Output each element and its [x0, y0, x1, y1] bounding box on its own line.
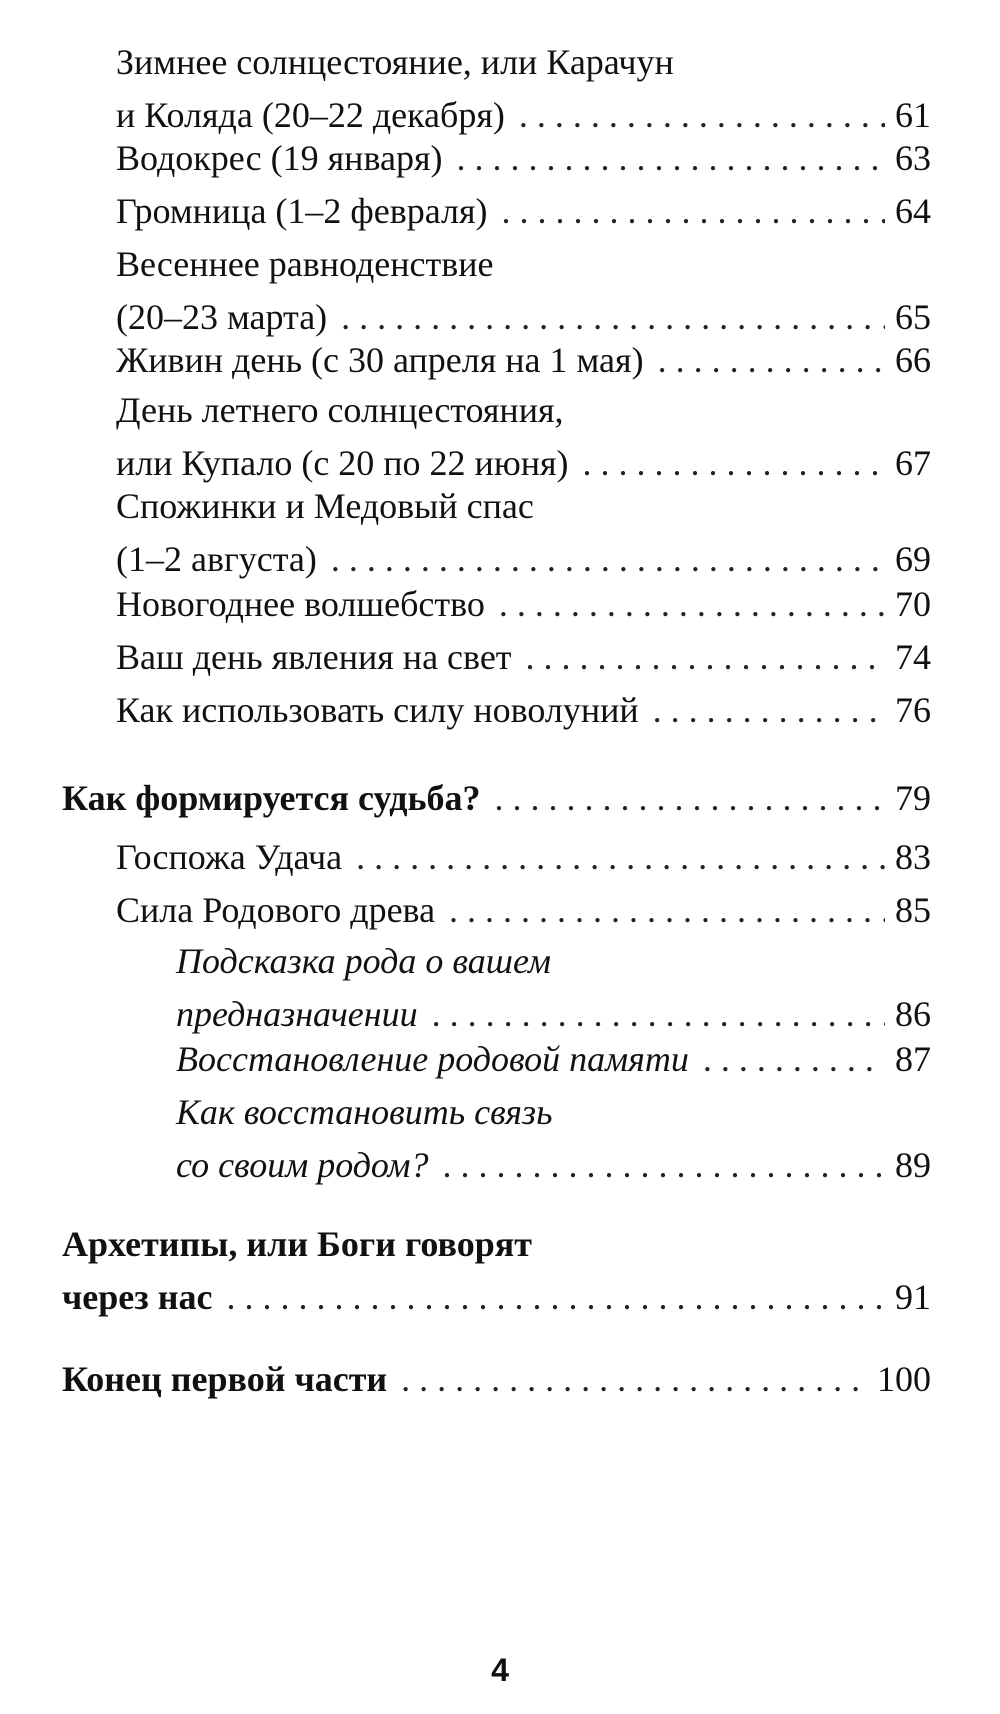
toc-section-title: Как формируется судьба? [62, 778, 481, 818]
toc-entry-page: 67 [895, 443, 931, 483]
dot-leader [457, 132, 886, 185]
toc-entry-page: 91 [895, 1277, 931, 1317]
toc-section[interactable] [62, 1353, 931, 1406]
toc-entry-line [116, 185, 931, 238]
toc-entry-title: Новогоднее волшебство [116, 584, 485, 624]
toc-entry-title: Громница (1–2 февраля) [116, 191, 488, 231]
toc-entry[interactable] [116, 334, 931, 387]
toc-subentry-title: со своим родом? [176, 1145, 429, 1185]
toc-entry-title: День летнего солнцестояния, [116, 390, 564, 430]
dot-leader [226, 1271, 885, 1324]
toc-entry-line [116, 132, 931, 185]
toc-entry-page: 85 [895, 890, 931, 930]
page-number: 4 [491, 1652, 509, 1688]
toc-entry-title: Госпожа Удача [116, 837, 343, 877]
toc-entry-line [62, 1353, 931, 1406]
toc-entry[interactable] [116, 578, 931, 631]
toc-entry-line [116, 384, 931, 437]
toc-entry-page: 64 [895, 191, 931, 231]
toc-entry-title: или Купало (с 20 по 22 июня) [116, 443, 569, 483]
toc-entry-page: 76 [895, 690, 931, 730]
toc-entry-line [116, 36, 931, 89]
toc-entry-page: 79 [895, 778, 931, 818]
toc-section-title: Архетипы, или Боги говорят [62, 1224, 532, 1264]
toc-entry-page: 86 [895, 994, 931, 1034]
dot-leader [401, 1353, 867, 1406]
toc-entry[interactable] [116, 831, 931, 884]
toc-entry-line [116, 238, 931, 291]
toc-entry-line [176, 935, 931, 988]
toc-entry-page: 74 [895, 637, 931, 677]
toc-subentry-title: Как восстановить связь [176, 1092, 553, 1132]
toc-entry-page: 70 [895, 584, 931, 624]
toc-entry-line [62, 1218, 931, 1271]
toc-entry-title: Зимнее солнцестояние, или Карачун [116, 42, 674, 82]
toc-entry-page: 61 [895, 95, 931, 135]
toc-entry-page: 87 [895, 1039, 931, 1079]
dot-leader [653, 684, 885, 737]
toc-entry-title: (1–2 августа) [116, 539, 317, 579]
toc-entry-title: (20–23 марта) [116, 297, 328, 337]
toc-entry[interactable] [116, 36, 931, 142]
toc-entry-page: 89 [895, 1145, 931, 1185]
toc-subentry[interactable] [176, 935, 931, 1041]
toc-entry-page: 83 [895, 837, 931, 877]
toc-entry-line [176, 1033, 931, 1086]
toc-subentry-title: Восстановление родовой памяти [176, 1039, 689, 1079]
toc-entry-line [116, 631, 931, 684]
toc-entry-page: 100 [877, 1359, 931, 1399]
dot-leader [499, 578, 885, 631]
dot-leader [443, 1139, 885, 1192]
dot-leader [449, 884, 885, 937]
toc-subentry-title: предназначении [176, 994, 418, 1034]
toc-entry-title: Живин день (с 30 апреля на 1 мая) [116, 340, 644, 380]
toc-entry-title: Весеннее равноденствие [116, 244, 494, 284]
toc-entry-line [62, 1271, 931, 1324]
toc-entry-line [116, 684, 931, 737]
toc-entry-title: Спожинки и Медовый спас [116, 486, 534, 526]
toc-entry-page: 69 [895, 539, 931, 579]
toc-entry-title: и Коляда (20–22 декабря) [116, 95, 505, 135]
toc-entry-line [116, 480, 931, 533]
toc-subentry[interactable] [176, 1086, 931, 1192]
toc-section-title: Конец первой части [62, 1359, 388, 1399]
dot-leader [703, 1033, 885, 1086]
toc-section[interactable] [62, 772, 931, 825]
toc-entry-page: 65 [895, 297, 931, 337]
toc-entry-line [116, 884, 931, 937]
toc-entry[interactable] [116, 238, 931, 344]
toc-subentry-title: Подсказка рода о вашем [176, 941, 551, 981]
dot-leader [502, 185, 885, 238]
toc-entry-line [176, 1139, 931, 1192]
dot-leader [526, 631, 885, 684]
toc-section-title: через нас [62, 1277, 213, 1317]
toc-entry-title: Ваш день явления на свет [116, 637, 512, 677]
toc-entry[interactable] [116, 684, 931, 737]
dot-leader [495, 772, 886, 825]
toc-section[interactable] [62, 1218, 931, 1324]
dot-leader [356, 831, 885, 884]
toc-entry-title: Как использовать силу новолуний [116, 690, 639, 730]
dot-leader [658, 334, 885, 387]
toc-entry-title: Сила Родового древа [116, 890, 436, 930]
toc-entry[interactable] [116, 480, 931, 586]
toc-entry[interactable] [116, 384, 931, 490]
toc-entry[interactable] [116, 631, 931, 684]
toc-entry-page: 66 [895, 340, 931, 380]
toc-entry-page: 63 [895, 138, 931, 178]
toc-entry-line [176, 1086, 931, 1139]
toc-entry-line [116, 831, 931, 884]
toc-entry-line [116, 578, 931, 631]
toc-entry-line [116, 334, 931, 387]
toc-entry-title: Водокрес (19 января) [116, 138, 443, 178]
toc-entry[interactable] [116, 185, 931, 238]
toc-subentry[interactable] [176, 1033, 931, 1086]
toc-entry[interactable] [116, 132, 931, 185]
toc-entry[interactable] [116, 884, 931, 937]
toc-entry-line [62, 772, 931, 825]
